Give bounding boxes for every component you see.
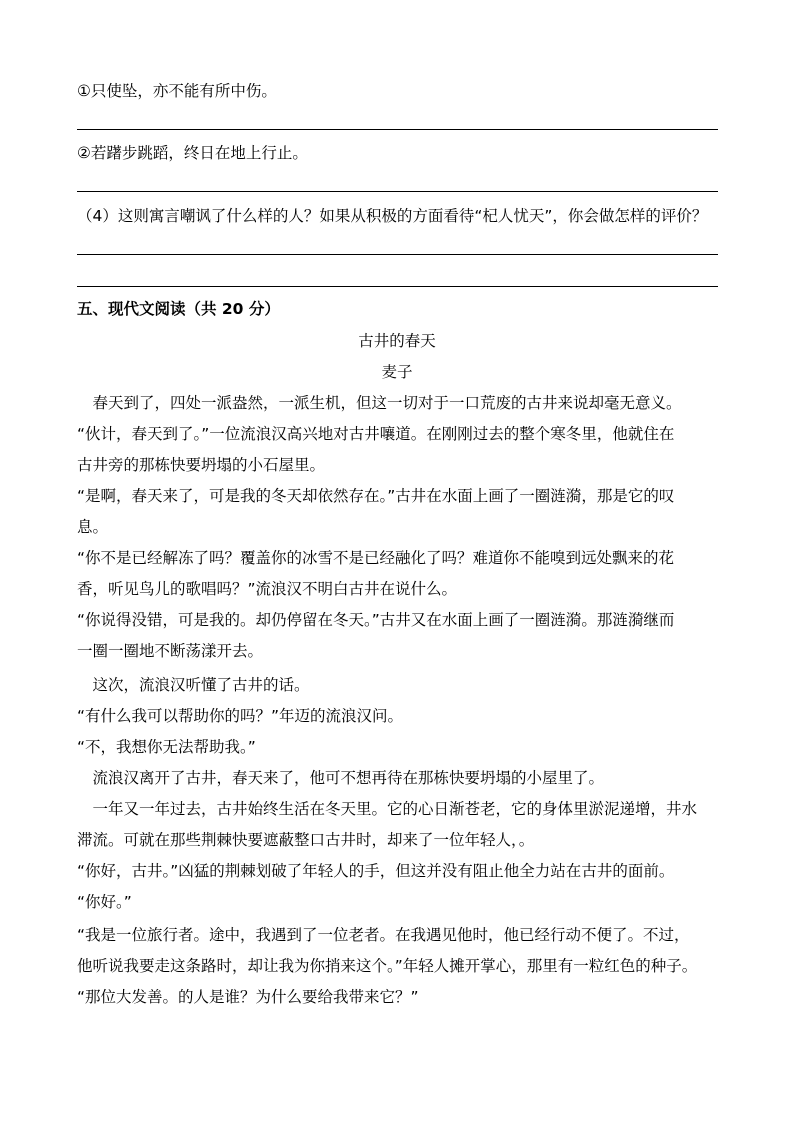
story-line: “那位大发善。的人是谁？为什么要给我带来它？”	[77, 988, 419, 1006]
story-line: “我是一位旅行者。途中，我遇到了一位老者。在我遇见他时，他已经行动不便了。不过，	[77, 926, 690, 944]
story-line: “你好。”	[77, 893, 132, 911]
answer-line	[77, 191, 718, 192]
question-4-text: （4）这则寓言嘲讽了什么样的人？如果从积极的方面看待“杞人忧天”，你会做怎样的评价？	[77, 207, 708, 225]
story-line: “你不是已经解冻了吗？覆盖你的冰雪不是已经融化了吗？难道你不能嗅到远处飘来的花	[77, 549, 675, 567]
story-line: 香，听见鸟儿的歌唱吗？”流浪汉不明白古井在说什么。	[77, 580, 458, 598]
story-line: “你好，古井。”凶猛的荆棘划破了年轻人的手，但这并没有阻止他全力站在古井的面前。	[77, 862, 675, 880]
story-line: “伙计，春天到了。”一位流浪汉高兴地对古井嚷道。在刚刚过去的整个寒冬里，他就住在	[77, 425, 675, 443]
question-2-text: ②若躇步跳蹈，终日在地上行止。	[77, 144, 308, 162]
story-line: “是啊，春天来了，可是我的冬天却依然存在。”古井在水面上画了一圈涟漪，那是它的叹	[77, 487, 675, 505]
story-line: 他听说我要走这条路时，却让我为你捎来这个。”年轻人摊开掌心，那里有一粒红色的种子。	[77, 957, 698, 975]
story-line: “你说得没错，可是我的。却仍停留在冬天。”古井又在水面上画了一圈涟漪。那涟漪继而	[77, 611, 675, 629]
story-line: 这次，流浪汉听懂了古井的话。	[77, 676, 310, 694]
story-title: 古井的春天	[358, 332, 436, 350]
story-line: 流浪汉离开了古井，春天来了，他可不想再待在那栋快要坍塌的小屋里了。	[77, 769, 605, 787]
story-line: 一圈一圈地不断荡漾开去。	[77, 642, 264, 660]
story-line: 滞流。可就在那些荆棘快要遮蔽整口古井时，却来了一位年轻人，。	[77, 831, 535, 849]
answer-line	[77, 129, 718, 130]
story-line: “不，我想你无法帮助我。”	[77, 738, 256, 756]
story-line: 古井旁的那栋快要坍塌的小石屋里。	[77, 456, 326, 474]
story-line: 息。	[77, 518, 109, 536]
answer-line	[77, 254, 718, 255]
story-author: 麦子	[381, 363, 413, 381]
story-line: 一年又一年过去，古井始终生活在冬天里。它的心日渐苍老，它的身体里淤泥递增，井水	[77, 800, 698, 818]
answer-line	[77, 286, 718, 287]
story-line: “有什么我可以帮助你的吗？”年迈的流浪汉问。	[77, 707, 404, 725]
story-line: 春天到了，四处一派盎然，一派生机，但这一切对于一口荒废的古井来说却毫无意义。	[77, 394, 682, 412]
section-heading: 五、现代文阅读（共 20 分）	[77, 300, 280, 318]
question-1-text: ①只使坠，亦不能有所中伤。	[77, 82, 277, 100]
